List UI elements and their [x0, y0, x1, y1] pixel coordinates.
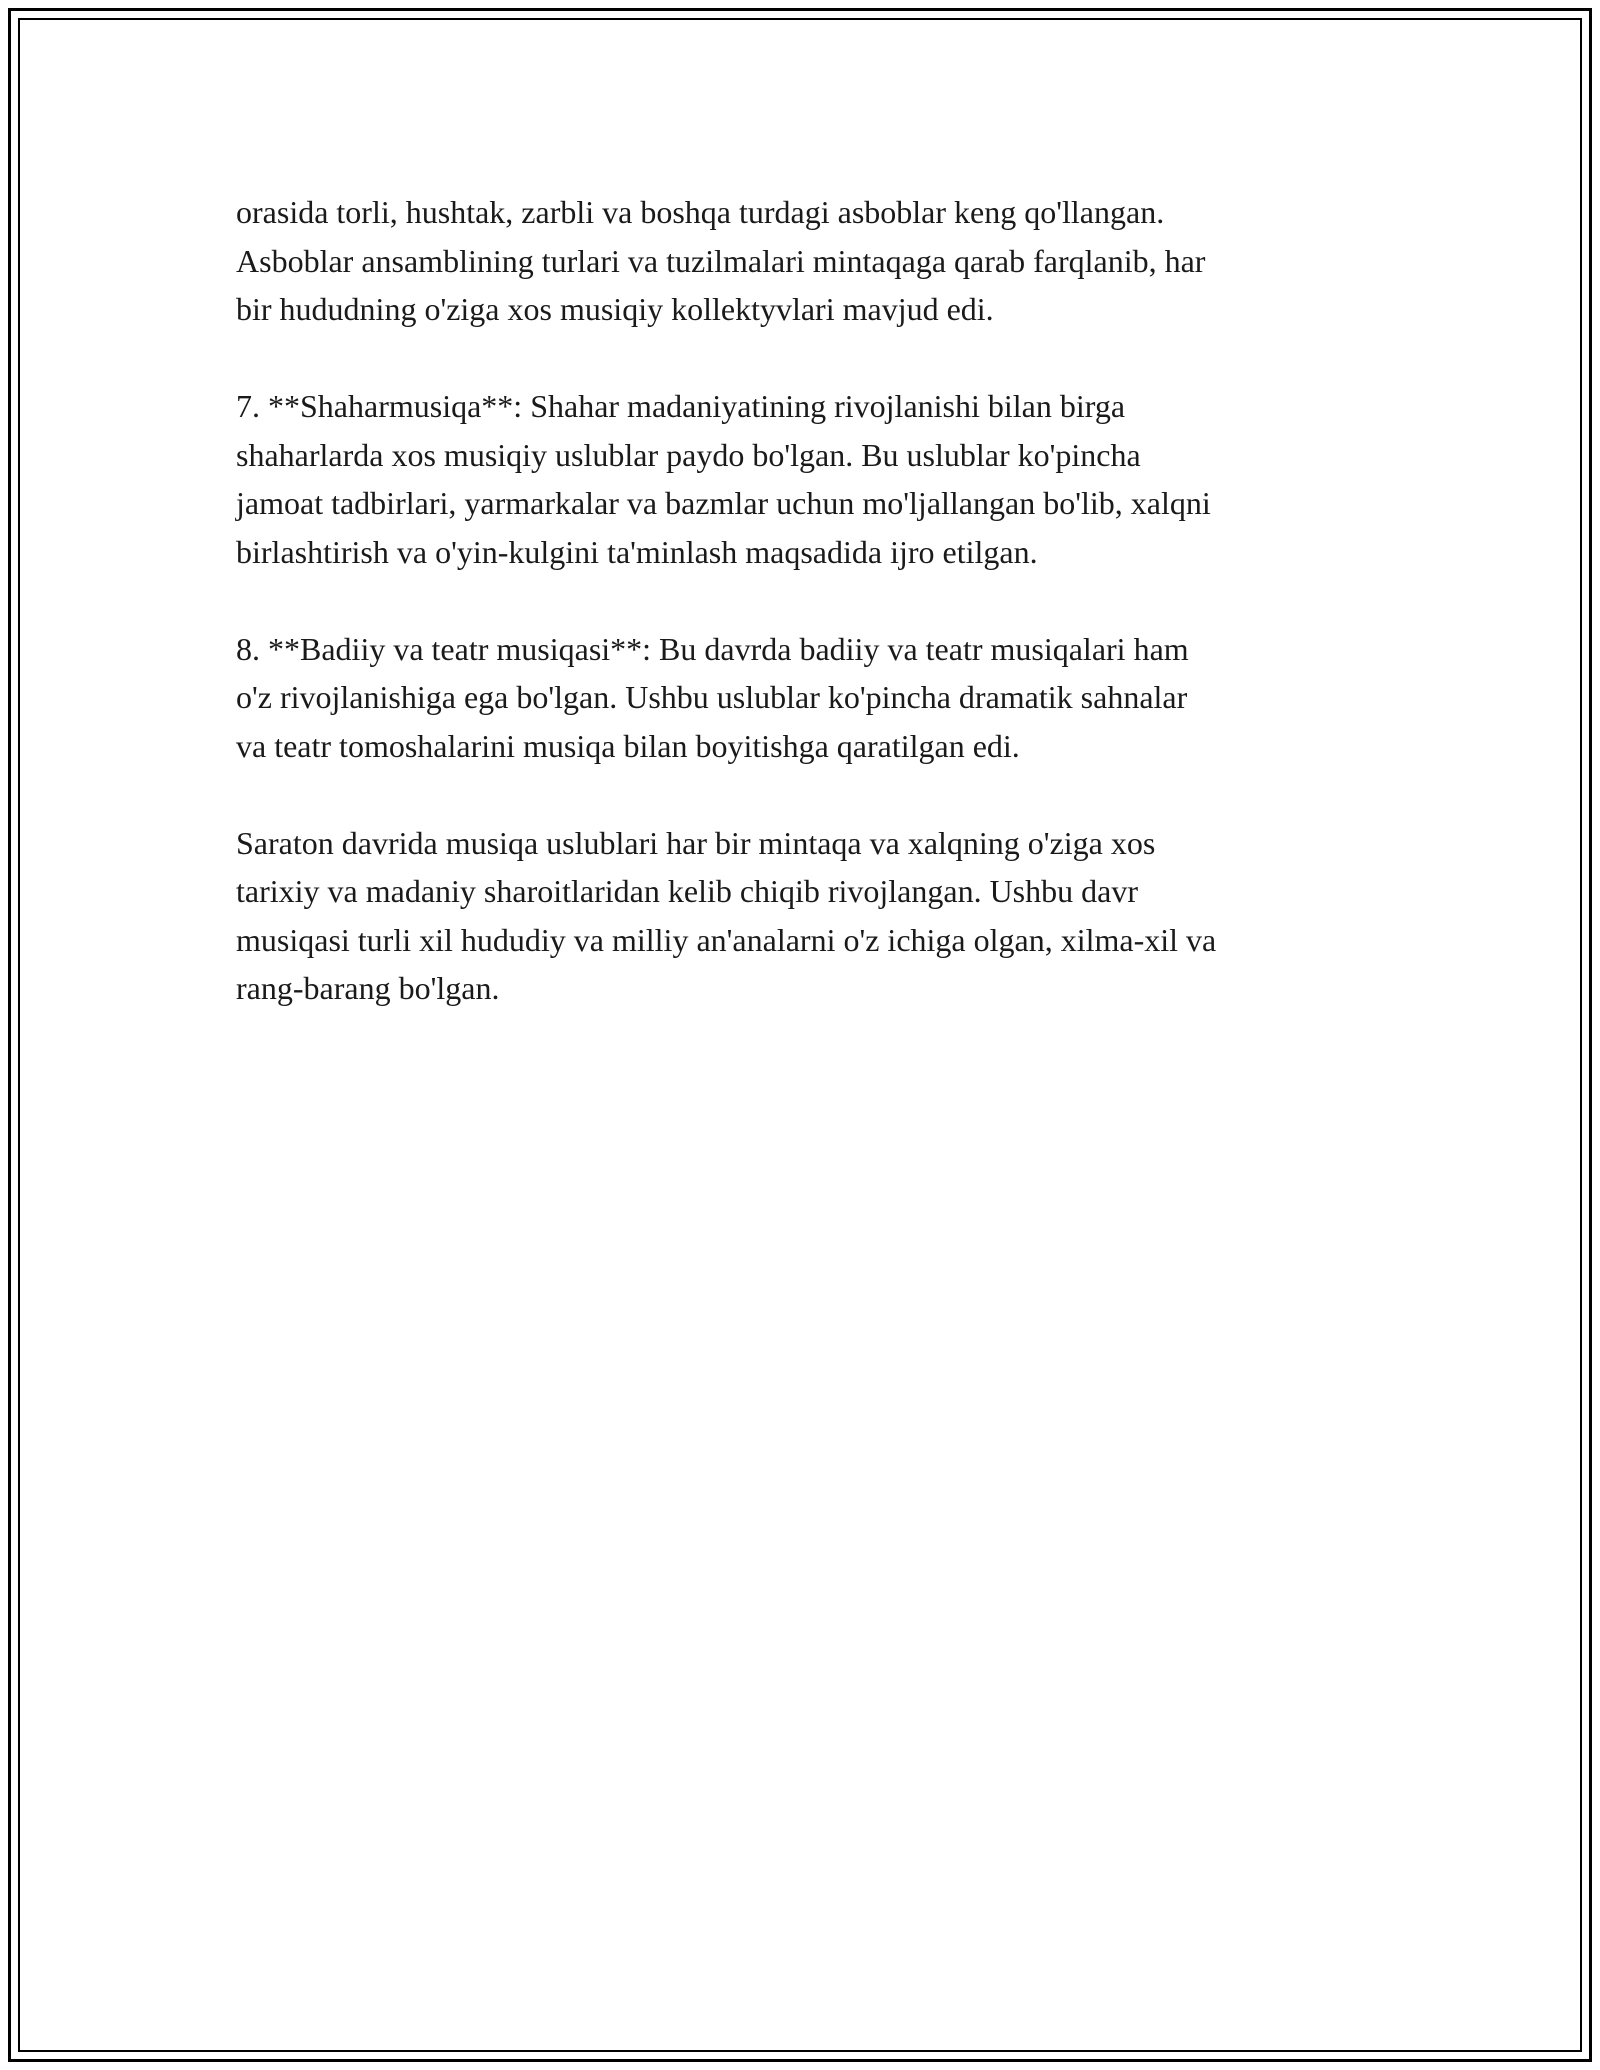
document-body — [236, 188, 1366, 1061]
paragraph-conclusion — [236, 819, 1366, 1013]
text-line: 8. **Badiiy va teatr musiqasi**: Bu davrda badiiy va teatr musiqalari ham — [236, 630, 1189, 667]
text-line: o'z rivojlanishiga ega bo'lgan. Ushbu uslublar ko'pincha dramatik sahnalar — [236, 679, 1188, 715]
paragraph-theatre-music — [236, 625, 1366, 771]
text-line: orasida torli, hushtak, zarbli va boshqa turdagi asboblar keng qo'llangan. — [236, 194, 1165, 230]
paragraph-instruments — [236, 188, 1366, 334]
text-line: 7. **Shaharmusiqa**: Shahar madaniyatining rivojlanishi bilan birga — [236, 388, 1126, 424]
text-line: birlashtirish va o'yin-kulgini ta'minlash maqsadida ijro etilgan. — [236, 533, 1038, 570]
text-line: jamoat tadbirlari, yarmarkalar va bazmlar uchun mo'ljallangan bo'lib, xalqni — [236, 485, 1211, 521]
text-line: Saraton davrida musiqa uslublari har bir mintaqa va xalqning o'ziga xos — [236, 824, 1156, 861]
text-line: tarixiy va madaniy sharoitlaridan kelib chiqib rivojlangan. Ushbu davr — [236, 873, 1138, 909]
text-line: va teatr tomoshalarini musiqa bilan boyitishga qaratilgan edi. — [236, 727, 1020, 764]
text-line: Asboblar ansamblining turlari va tuzilmalari mintaqaga qarab farqlanib, har — [236, 242, 1206, 279]
paragraph-urban-music — [236, 382, 1366, 576]
text-line: shaharlarda xos musiqiy uslublar paydo bo'lgan. Bu uslublar ko'pincha — [236, 436, 1141, 473]
text-line: rang-barang bo'lgan. — [236, 970, 500, 1006]
text-line: bir hududning o'ziga xos musiqiy kollektyvlari mavjud edi. — [236, 291, 994, 327]
text-line: musiqasi turli xil hududiy va milliy an'analarni o'z ichiga olgan, xilma-xil va — [236, 921, 1217, 958]
